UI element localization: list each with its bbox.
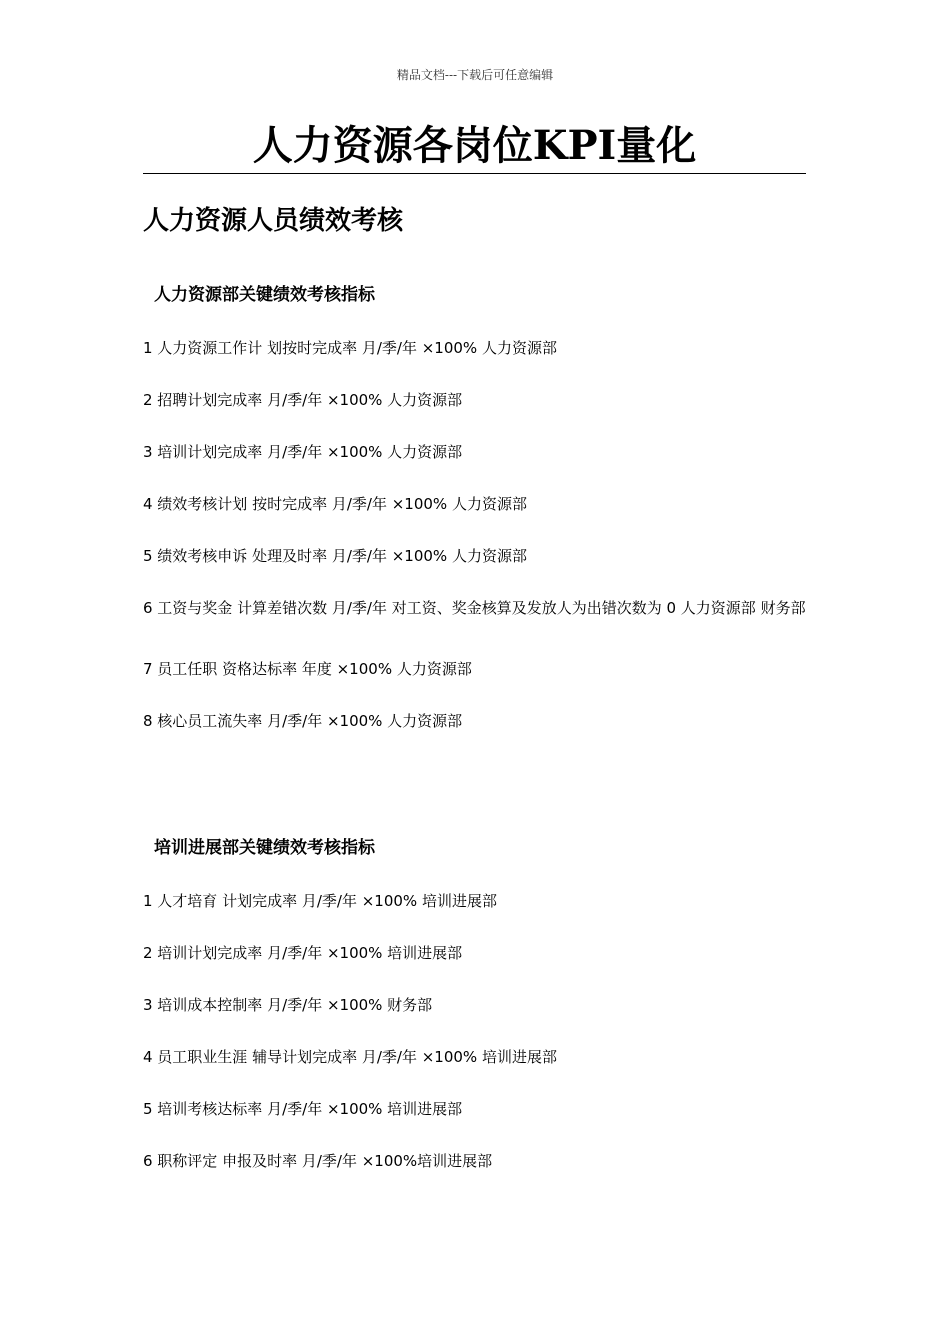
kpi-item: 3 培训计划完成率 月/季/年 ×100% 人力资源部 xyxy=(143,443,463,461)
kpi-item: 3 培训成本控制率 月/季/年 ×100% 财务部 xyxy=(143,996,433,1014)
kpi-item: 6 工资与奖金 计算差错次数 月/季/年 对工资、奖金核算及发放人为出错次数为 0 人力资源部 财务部 xyxy=(143,599,806,617)
kpi-item: 4 员工职业生涯 辅导计划完成率 月/季/年 ×100% 培训进展部 xyxy=(143,1048,557,1066)
title-underline xyxy=(143,173,806,174)
hr-dept-heading: 人力资源部关键绩效考核指标 xyxy=(154,285,375,305)
section-title: 人力资源人员绩效考核 xyxy=(143,206,404,236)
kpi-item: 7 员工任职 资格达标率 年度 ×100% 人力资源部 xyxy=(143,660,472,678)
kpi-item: 2 培训计划完成率 月/季/年 ×100% 培训进展部 xyxy=(143,944,463,962)
kpi-item: 5 培训考核达标率 月/季/年 ×100% 培训进展部 xyxy=(143,1100,463,1118)
kpi-item: 6 职称评定 申报及时率 月/季/年 ×100%培训进展部 xyxy=(143,1152,493,1170)
kpi-item: 1 人力资源工作计 划按时完成率 月/季/年 ×100% 人力资源部 xyxy=(143,339,557,357)
kpi-item: 5 绩效考核申诉 处理及时率 月/季/年 ×100% 人力资源部 xyxy=(143,547,527,565)
document-title: 人力资源各岗位KPI量化 xyxy=(252,122,697,169)
page-header-watermark: 精品文档---下载后可任意编辑 xyxy=(396,68,554,82)
kpi-item: 2 招聘计划完成率 月/季/年 ×100% 人力资源部 xyxy=(143,391,463,409)
kpi-item: 1 人才培育 计划完成率 月/季/年 ×100% 培训进展部 xyxy=(143,892,497,910)
kpi-item: 8 核心员工流失率 月/季/年 ×100% 人力资源部 xyxy=(143,712,463,730)
training-dept-kpi-list xyxy=(143,889,808,1173)
hr-dept-kpi-list xyxy=(143,336,808,733)
training-dept-heading: 培训进展部关键绩效考核指标 xyxy=(154,838,375,858)
kpi-item: 4 绩效考核计划 按时完成率 月/季/年 ×100% 人力资源部 xyxy=(143,495,527,513)
